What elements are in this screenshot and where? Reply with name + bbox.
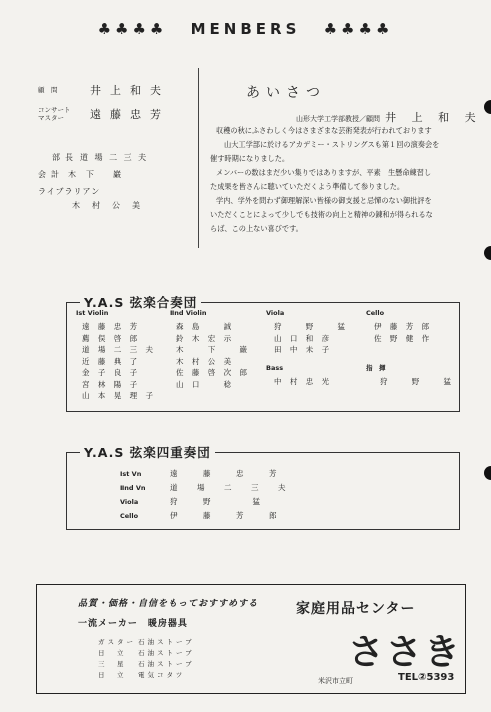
binder-hole-top [484, 100, 491, 114]
member: 鈴 木 宏 示 [176, 333, 235, 343]
staff-captain: 部長 道 場 二 三 夫 [52, 153, 149, 162]
staff-librarian: ライブラリアン 木 村 公 美 [38, 187, 142, 210]
quartet-row: Cello 伊 藤 芳 郎 [120, 511, 286, 520]
binder-hole-bottom [484, 466, 491, 480]
col-head: Ⅰst Violin [76, 309, 109, 317]
greeting-line: 催す時期になりました。 [210, 154, 290, 163]
member: 薦 俣 啓 郎 [82, 333, 141, 343]
greeting-line: メンバーの数はまだ少い集りではありますが、平素 生懸命練習し [216, 168, 432, 177]
member: 中 村 忠 光 [274, 376, 333, 386]
staff-list [38, 82, 188, 211]
greeting-line: た成果を皆さんに聴いていただくよう準備して参りました。 [210, 182, 405, 191]
member: 狩 野 猛 [274, 322, 349, 331]
member: 宮 林 陽 子 [82, 379, 141, 389]
staff-advisor: 顧 問 井上和夫 [38, 84, 170, 97]
quartet-list [120, 467, 292, 523]
greeting-body [210, 124, 478, 236]
staff-concertmaster: コンサート マスター 遠藤忠芳 [38, 106, 170, 122]
shop-phone: TEL②5393 [398, 672, 455, 683]
title-text: MENBERS [190, 20, 301, 38]
member: 木 村 公 美 [176, 356, 235, 366]
ad-slogan: 品質・価格・自信をもっておすすめする [78, 599, 259, 609]
member: 山 口 和 彦 [274, 333, 333, 343]
member: 山 口 稔 [176, 379, 235, 389]
greeting-line: らば、この上ない喜びです。 [210, 224, 303, 233]
quartet-row: Viola 狩 野 猛 [120, 497, 269, 506]
greeting-byline: 山形大学工学部教授／顧問 井 上 和 夫 [296, 111, 482, 124]
page-title [0, 20, 491, 38]
ensemble-col-cello [366, 309, 454, 388]
ensemble-col-1st-violin [76, 309, 156, 402]
club-deco-right: ♣♣♣♣ [323, 20, 394, 38]
shop-title: 家庭用品センター [296, 601, 416, 617]
member: 佐 野 健 作 [374, 333, 433, 343]
shop-address: 米沢市立町 [318, 677, 353, 685]
ensemble-col-viola [266, 309, 348, 387]
greeting-line: いただくことによって少しでも技術の向上と精神の錬和が得られるな [210, 210, 433, 219]
ensemble-col-2nd-violin [170, 309, 250, 390]
quartet-title: Y.A.S 弦楽四重奏団 [80, 443, 215, 461]
member: 木 下 巌 [176, 345, 251, 354]
col-head: Ⅱnd Violin [170, 309, 207, 317]
col-head: Bass [266, 363, 284, 372]
col-head: Cello [366, 309, 385, 317]
staff-treasurer: 会計 木 下 巌 [38, 170, 122, 179]
member: 金 子 良 子 [82, 368, 141, 377]
member: 山 本 晃 理 子 [82, 391, 157, 400]
column-divider [198, 68, 199, 248]
club-deco-left: ♣♣♣♣ [97, 20, 168, 38]
member: 近 藤 典 了 [82, 356, 141, 366]
ad-item: ガスター 石油ストーブ [98, 638, 195, 646]
member: 田 中 未 子 [274, 345, 333, 354]
greeting-line: 学内、学外を問わず御理解深い皆様の御支援と忌憚のない御批評を [216, 196, 432, 205]
ad-item: 日 立 石油ストーブ [98, 649, 195, 657]
ad-item: 日 立 電気コタツ [98, 671, 186, 679]
binder-hole-middle [484, 246, 491, 260]
member: 森 島 誠 [176, 322, 235, 331]
member: 伊 藤 芳 郎 [374, 322, 433, 331]
shop-logo: ささき [348, 632, 463, 673]
col-head: Viola [266, 309, 285, 317]
member: 狩 野 猛 [380, 377, 455, 386]
col-head: 指 揮 [366, 364, 386, 372]
greeting-title: あいさつ [246, 85, 326, 101]
member: 佐 藤 啓 次 郎 [176, 368, 251, 377]
ad-product-list [98, 637, 195, 681]
greeting-line: 山大工学部に於けるアカデミー・ストリングスも第１回の演奏会を [224, 140, 440, 149]
quartet-row: Ⅱnd Vn 道 場 二 三 夫 [120, 483, 292, 492]
ad-item: 三 星 石油ストーブ [98, 660, 195, 668]
quartet-row: Ⅰst Vn 遠 藤 忠 芳 [120, 469, 286, 478]
ad-category: 一流メーカー 暖房器具 [78, 619, 188, 629]
ensemble-title: Y.A.S 弦楽合奏団 [80, 293, 201, 311]
member: 遠 藤 忠 芳 [82, 322, 141, 331]
greeting-line: 収穫の秋にふさわしく今はさまざまな芸術発表が行われております [216, 126, 432, 135]
member: 道 場 二 三 夫 [82, 345, 157, 354]
